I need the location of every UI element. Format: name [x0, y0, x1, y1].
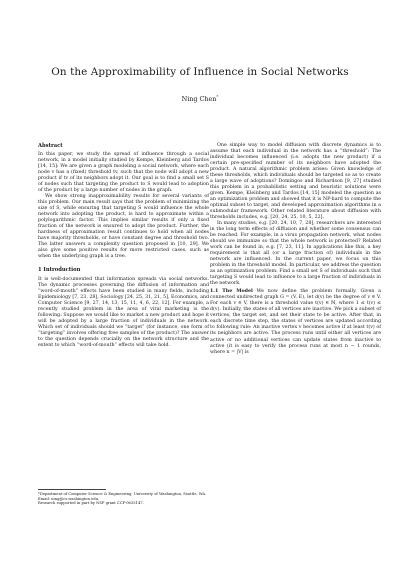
model-heading: 1.1 The Model: [210, 289, 253, 295]
footnote-affiliation: *Department of Computer Science & Engineering, University of Washington, Seattle, WA. Email: ning@cs.washington.edu.: [38, 492, 207, 501]
intro-heading: 1 Introduction: [38, 267, 81, 274]
left-column: [38, 143, 209, 350]
model-text: We now define the problem formally. Given a connected undirected graph G = (V, E), let d(v) be the degree of v ∈ V. For each v ∈ V, there is a threshold value t(v) ∈ ℕ, where 1 ≤ t(v) ≤ d(v). Initially, the states of all vertices are inactive. We pick a subset of vertices, the target set, and set their state to be active. After that, in each discrete time step, the states of vertices are updated according to following rule: An inactive vertex v becomes active if at least t(v) of its neighbors are active. The process runs until either all vertices are active or no additional vertices can update states from inactive to active (it is easy to verify the process runs at most n − 1 rounds, where n = |V| is: [210, 289, 382, 355]
right-paragraph-2: In many studies, e.g. [20, 24, 10, 7, 28], researchers are interested in the long term effects of diffusion and whether some consensus can be reached. For example, in a virus propagation network, what nodes should we immunize so that the whole network is protected? Related work can be found in, e.g. [7, 23, 11]. In applications like this, a key requirement is that all (or a large fraction of) individuals in the network are influenced. In the current paper, we focus on this problem in the threshold model. In particular, we address the question as an optimization problem: Find a small set S of individuals such that targeting S would lead to influence to a large fraction of individuals in the network.: [210, 221, 381, 287]
author-name: Ning Chen: [181, 95, 217, 104]
right-column: [210, 143, 381, 356]
intro-paragraph-1: It is well-documented that information spreads via social networks. The dynamic processes governing the diffusion of information and “word-of-mouth” effects have been studied in many fields, including Epidemiology [7, 23, 28], Sociology [24, 25, 31, 21, 5], Economics, and Computer Science [9, 27, 14, 13, 15, 11, 4, 6, 22, 12]. For example, a recently studied problem in the area of viral marketing is the following: Suppose we would like to market a new product and hope it will be adopted by a large fraction of individuals in the network. Which set of individuals should we “target” (for instance, one form of “targeting” involves offering free samples of the product)? The answer to the question depends crucially on the network structure and the extent to which “word-of-mouth” effects will take hold.: [38, 277, 209, 349]
abstract-paragraph-2: We show strong inapproximability results for several variants of this problem. Our main result says that the problem of minimizing the size of S, while ensuring that targeting S would influence the whole network into adopting the product, is hard to approximate within a polylogarithmic factor. This implies similar results if only a fixed fraction of the network is ensured to adopt the product. Further, the hardness of approximation result continues to hold when all nodes have majority thresholds, or have constant degree and threshold two. The latter answers a complexity question proposed in [10, 29]. We also give some positive results for more restricted cases, such as when the underlying graph is a tree.: [38, 194, 209, 260]
author-line: [20, 94, 380, 103]
abstract-heading: Abstract: [38, 143, 63, 149]
model-paragraph: [210, 289, 381, 355]
paper-title: On the Approximability of Influence in Social Networks: [51, 66, 349, 78]
abstract-paragraph-1: In this paper, we study the spread of influence through a social network, in a model initially studied by Kempe, Kleinberg and Tardos [14, 15]: We are given a graph modeling a social network, where each node v has a (fixed) threshold tv, such that the node will adopt a new product if tv of its neighbors adopt it. Our goal is to find a small set S of nodes such that targeting the product to S would lead to adoption of the product by a large number of nodes in the graph.: [38, 152, 209, 194]
footnote: [38, 492, 209, 506]
footnote-rule: [38, 489, 106, 490]
author-footnote-mark: *: [216, 94, 219, 99]
right-paragraph-1: One simple way to model diffusion with discrete dynamics is to assume that each individual in the network has a “threshold”: The individual becomes influenced (i.e. adopts the new product) if a certain pre-specified number of its neighbors have adopted the product. A natural algorithmic problem arises: Given knowledge of these thresholds, which individuals should be targeted so as to create a large wave of adoptions? Domingos and Richardson [9, 27] studied this problem in a probabilistic setting and heuristic solutions were given. Kempe, Kleinberg and Tardos [14, 15] modeled the question as an optimization problem and showed that it is NP-hard to compute the optimal subset to target, and developed approximation algorithms in a submodular framework. Other related literature about diffusion with thresholds includes, e.g. [20, 24, 25, 10, 5, 22].: [210, 143, 381, 221]
footnote-funding: Research supported in part by NSF grant CCF-0635147.: [38, 501, 144, 506]
